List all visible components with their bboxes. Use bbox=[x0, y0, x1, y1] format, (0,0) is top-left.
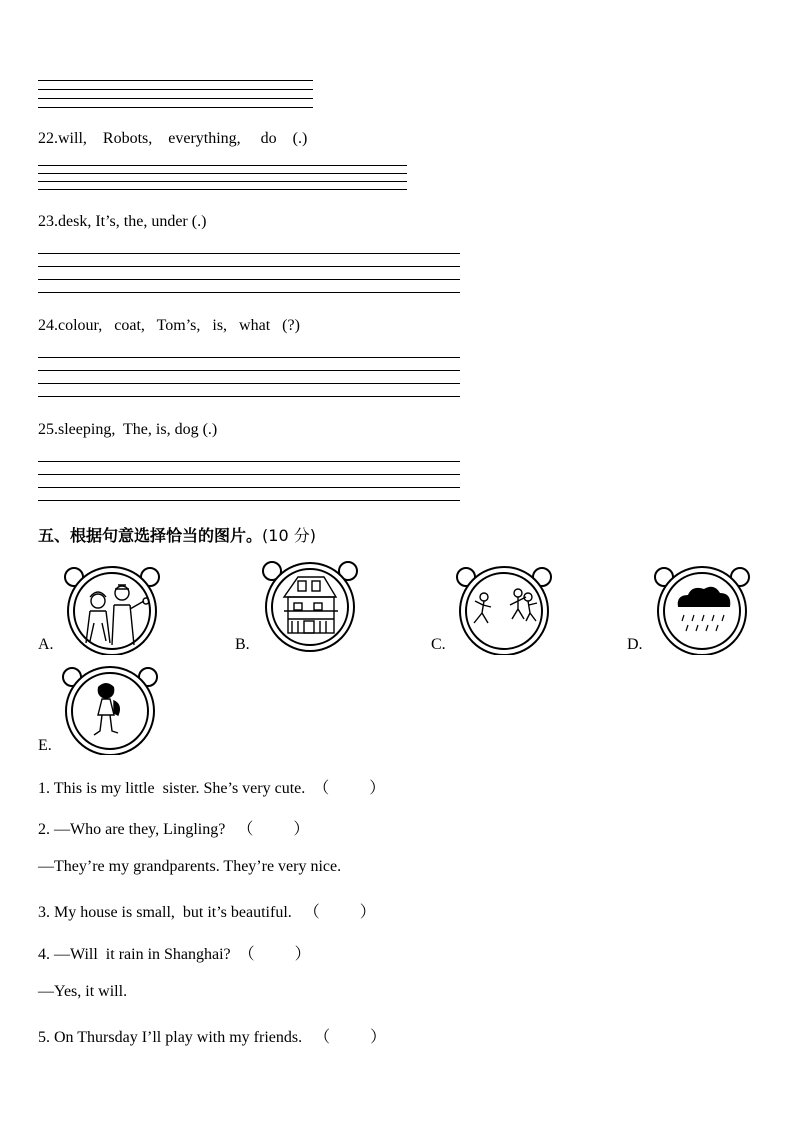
grandparents-picture bbox=[60, 563, 164, 655]
sentence-3: 3. My house is small, but it’s beautiful. （ ） bbox=[38, 904, 376, 921]
sentence-2: 2. —Who are they, Lingling? （ ） bbox=[38, 821, 310, 838]
question-25: 25.sleeping, The, is, dog (.) bbox=[38, 421, 218, 438]
rain-cloud-picture bbox=[650, 563, 754, 655]
sentence-2-answer: —They’re my grandparents. They’re very nice. bbox=[38, 858, 342, 875]
children-playing-picture bbox=[452, 563, 556, 655]
sentence-4-answer: —Yes, it will. bbox=[38, 983, 128, 1000]
option-b-label: B. bbox=[235, 636, 250, 653]
little-girl-picture bbox=[58, 663, 162, 755]
section-5-title: 五、根据句意选择恰当的图片。(10 分) bbox=[38, 526, 316, 545]
option-c-label: C. bbox=[431, 636, 446, 653]
question-22: 22.will, Robots, everything, do (.) bbox=[38, 130, 308, 147]
question-24: 24.colour, coat, Tom’s, is, what (?) bbox=[38, 317, 300, 334]
sentence-5: 5. On Thursday I’ll play with my friends. （ ） bbox=[38, 1029, 387, 1046]
option-e-label: E. bbox=[38, 737, 52, 754]
option-a-label: A. bbox=[38, 636, 54, 653]
sentence-4: 4. —Will it rain in Shanghai? （ ） bbox=[38, 946, 311, 963]
house-picture bbox=[258, 557, 362, 653]
question-23: 23.desk, It’s, the, under (.) bbox=[38, 213, 207, 230]
sentence-1: 1. This is my little sister. She’s very cute. （ ） bbox=[38, 780, 386, 797]
option-d-label: D. bbox=[627, 636, 643, 653]
